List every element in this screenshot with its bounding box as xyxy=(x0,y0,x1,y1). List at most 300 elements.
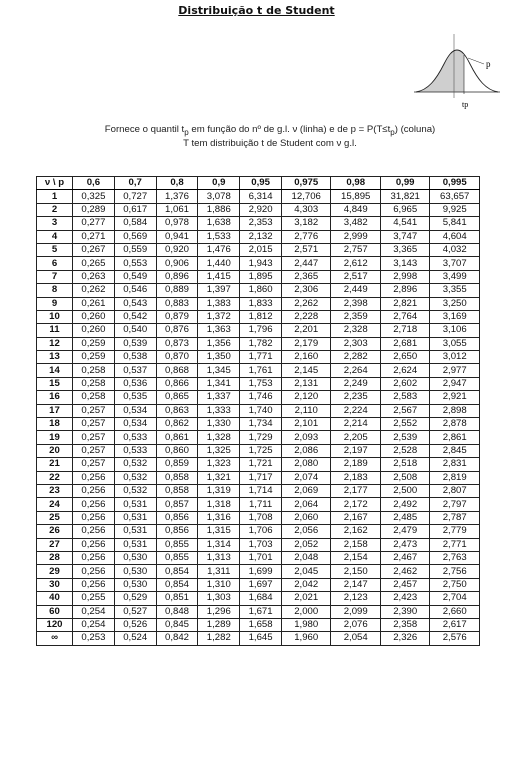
quantile-cell: 0,845 xyxy=(156,618,198,631)
quantile-cell: 2,449 xyxy=(331,284,380,297)
row-header-nu: 18 xyxy=(37,418,73,431)
quantile-cell: 1,383 xyxy=(198,297,240,310)
quantile-cell: 2,358 xyxy=(380,618,429,631)
row-header-nu: 16 xyxy=(37,391,73,404)
table-row xyxy=(37,297,480,310)
quantile-cell: 1,313 xyxy=(198,551,240,564)
table-row xyxy=(37,458,480,471)
row-header-nu: 27 xyxy=(37,538,73,551)
quantile-cell: 5,841 xyxy=(430,217,480,230)
table-row xyxy=(37,538,480,551)
quantile-cell: 2,365 xyxy=(281,270,330,283)
quantile-cell: 2,920 xyxy=(240,203,282,216)
table-row xyxy=(37,418,480,431)
quantile-cell: 2,492 xyxy=(380,498,429,511)
quantile-cell: 1,782 xyxy=(240,337,282,350)
table-row xyxy=(37,618,480,631)
quantile-cell: 0,536 xyxy=(114,377,156,390)
row-header-nu: 8 xyxy=(37,284,73,297)
quantile-cell: 0,978 xyxy=(156,217,198,230)
student-t-table xyxy=(36,176,480,646)
quantile-cell: 0,941 xyxy=(156,230,198,243)
quantile-cell: 2,750 xyxy=(430,578,480,591)
quantile-cell: 0,526 xyxy=(114,618,156,631)
quantile-cell: 0,549 xyxy=(114,270,156,283)
quantile-cell: 0,271 xyxy=(73,230,115,243)
quantile-cell: 2,479 xyxy=(380,525,429,538)
quantile-cell: 1,372 xyxy=(198,310,240,323)
quantile-cell: 2,776 xyxy=(281,230,330,243)
quantile-cell: 2,021 xyxy=(281,592,330,605)
row-header-nu: 1 xyxy=(37,190,73,203)
quantile-cell: 2,179 xyxy=(281,337,330,350)
quantile-cell: 0,534 xyxy=(114,404,156,417)
quantile-cell: 3,106 xyxy=(430,324,480,337)
quantile-cell: 2,158 xyxy=(331,538,380,551)
table-row xyxy=(37,337,480,350)
quantile-cell: 0,537 xyxy=(114,364,156,377)
quantile-cell: 1,658 xyxy=(240,618,282,631)
quantile-cell: 0,866 xyxy=(156,377,198,390)
row-header-nu: 21 xyxy=(37,458,73,471)
quantile-cell: 2,896 xyxy=(380,284,429,297)
quantile-cell: 2,567 xyxy=(380,404,429,417)
column-header-p: 0,6 xyxy=(73,177,115,190)
quantile-cell: 0,253 xyxy=(73,632,115,645)
table-row xyxy=(37,578,480,591)
p-pointer xyxy=(468,58,484,64)
quantile-cell: 1,397 xyxy=(198,284,240,297)
quantile-cell: 0,259 xyxy=(73,351,115,364)
quantile-cell: 0,254 xyxy=(73,618,115,631)
row-header-nu: 30 xyxy=(37,578,73,591)
quantile-cell: 2,328 xyxy=(331,324,380,337)
quantile-cell: 0,533 xyxy=(114,444,156,457)
quantile-cell: 1,310 xyxy=(198,578,240,591)
quantile-cell: 0,530 xyxy=(114,578,156,591)
quantile-cell: 0,855 xyxy=(156,551,198,564)
table-row xyxy=(37,203,480,216)
table-row xyxy=(37,632,480,645)
quantile-cell: 2,779 xyxy=(430,525,480,538)
quantile-cell: 0,533 xyxy=(114,431,156,444)
quantile-cell: 2,249 xyxy=(331,377,380,390)
label-tp: tp xyxy=(462,100,469,109)
quantile-cell: 2,861 xyxy=(430,431,480,444)
table-row xyxy=(37,391,480,404)
table-row xyxy=(37,444,480,457)
quantile-cell: 0,534 xyxy=(114,418,156,431)
quantile-cell: 0,863 xyxy=(156,404,198,417)
quantile-cell: 1,714 xyxy=(240,484,282,497)
quantile-cell: 0,256 xyxy=(73,538,115,551)
quantile-cell: 0,569 xyxy=(114,230,156,243)
quantile-cell: 3,143 xyxy=(380,257,429,270)
quantile-cell: 3,250 xyxy=(430,297,480,310)
quantile-cell: 0,263 xyxy=(73,270,115,283)
quantile-cell: 0,257 xyxy=(73,431,115,444)
quantile-cell: 1,708 xyxy=(240,511,282,524)
quantile-cell: 0,617 xyxy=(114,203,156,216)
column-header-p: 0,975 xyxy=(281,177,330,190)
quantile-cell: 2,000 xyxy=(281,605,330,618)
quantile-cell: 2,131 xyxy=(281,377,330,390)
quantile-cell: 2,060 xyxy=(281,511,330,524)
quantile-cell: 0,260 xyxy=(73,324,115,337)
table-row xyxy=(37,498,480,511)
quantile-cell: 0,546 xyxy=(114,284,156,297)
quantile-cell: 2,228 xyxy=(281,310,330,323)
quantile-cell: 1,860 xyxy=(240,284,282,297)
quantile-cell: 1,740 xyxy=(240,404,282,417)
row-header-nu: 2 xyxy=(37,203,73,216)
quantile-cell: 2,015 xyxy=(240,243,282,256)
quantile-cell: 3,355 xyxy=(430,284,480,297)
quantile-cell: 3,078 xyxy=(198,190,240,203)
quantile-cell: 1,289 xyxy=(198,618,240,631)
quantile-cell: 2,162 xyxy=(331,525,380,538)
quantile-cell: 2,160 xyxy=(281,351,330,364)
quantile-cell: 2,042 xyxy=(281,578,330,591)
row-header-nu: 12 xyxy=(37,337,73,350)
quantile-cell: 0,539 xyxy=(114,337,156,350)
quantile-cell: 3,499 xyxy=(430,270,480,283)
quantile-cell: 1,328 xyxy=(198,431,240,444)
quantile-cell: 2,201 xyxy=(281,324,330,337)
quantile-cell: 0,858 xyxy=(156,484,198,497)
quantile-cell: 0,553 xyxy=(114,257,156,270)
quantile-cell: 2,398 xyxy=(331,297,380,310)
quantile-cell: 2,306 xyxy=(281,284,330,297)
table-row xyxy=(37,377,480,390)
quantile-cell: 0,531 xyxy=(114,498,156,511)
quantile-cell: 0,257 xyxy=(73,418,115,431)
quantile-cell: 1,341 xyxy=(198,377,240,390)
row-header-nu: 25 xyxy=(37,511,73,524)
quantile-cell: 0,267 xyxy=(73,243,115,256)
quantile-cell: 0,531 xyxy=(114,511,156,524)
quantile-cell: 3,482 xyxy=(331,217,380,230)
quantile-cell: 1,753 xyxy=(240,377,282,390)
table-row xyxy=(37,284,480,297)
page-title-text: Distribuição t de Student xyxy=(178,4,335,17)
quantile-cell: 2,467 xyxy=(380,551,429,564)
table-row xyxy=(37,190,480,203)
quantile-cell: 2,147 xyxy=(331,578,380,591)
quantile-cell: 1,323 xyxy=(198,458,240,471)
row-header-nu: 20 xyxy=(37,444,73,457)
quantile-cell: 2,183 xyxy=(331,471,380,484)
quantile-cell: 2,998 xyxy=(380,270,429,283)
table-row xyxy=(37,471,480,484)
quantile-cell: 1,671 xyxy=(240,605,282,618)
quantile-cell: 0,868 xyxy=(156,364,198,377)
quantile-cell: 0,255 xyxy=(73,592,115,605)
quantile-cell: 0,256 xyxy=(73,471,115,484)
quantile-cell: 2,172 xyxy=(331,498,380,511)
corner-header: ν \ p xyxy=(37,177,73,190)
quantile-cell: 0,870 xyxy=(156,351,198,364)
row-header-nu: 29 xyxy=(37,565,73,578)
quantile-cell: 2,660 xyxy=(430,605,480,618)
quantile-cell: 6,314 xyxy=(240,190,282,203)
quantile-cell: 1,886 xyxy=(198,203,240,216)
quantile-cell: 1,796 xyxy=(240,324,282,337)
quantile-cell: 2,787 xyxy=(430,511,480,524)
quantile-cell: 0,584 xyxy=(114,217,156,230)
quantile-cell: 0,531 xyxy=(114,538,156,551)
quantile-cell: 2,099 xyxy=(331,605,380,618)
quantile-cell: 0,325 xyxy=(73,190,115,203)
quantile-cell: 2,167 xyxy=(331,511,380,524)
quantile-cell: 1,296 xyxy=(198,605,240,618)
quantile-cell: 0,265 xyxy=(73,257,115,270)
quantile-cell: 0,857 xyxy=(156,498,198,511)
quantile-cell: 2,528 xyxy=(380,444,429,457)
quantile-cell: 1,319 xyxy=(198,484,240,497)
quantile-cell: 0,856 xyxy=(156,525,198,538)
quantile-cell: 3,055 xyxy=(430,337,480,350)
row-header-nu: 5 xyxy=(37,243,73,256)
quantile-cell: 2,764 xyxy=(380,310,429,323)
table-row xyxy=(37,243,480,256)
quantile-cell: 2,977 xyxy=(430,364,480,377)
quantile-cell: 2,999 xyxy=(331,230,380,243)
quantile-cell: 0,920 xyxy=(156,243,198,256)
quantile-cell: 1,701 xyxy=(240,551,282,564)
quantile-cell: 0,256 xyxy=(73,578,115,591)
quantile-cell: 0,532 xyxy=(114,484,156,497)
quantile-cell: 0,865 xyxy=(156,391,198,404)
column-header-p: 0,9 xyxy=(198,177,240,190)
row-header-nu: 120 xyxy=(37,618,73,631)
quantile-cell: 2,624 xyxy=(380,364,429,377)
table-row xyxy=(37,605,480,618)
table-row xyxy=(37,484,480,497)
quantile-cell: 2,462 xyxy=(380,565,429,578)
quantile-cell: 2,921 xyxy=(430,391,480,404)
quantile-cell: 1,350 xyxy=(198,351,240,364)
t-distribution-figure xyxy=(412,30,502,110)
quantile-cell: 0,524 xyxy=(114,632,156,645)
quantile-cell: 0,540 xyxy=(114,324,156,337)
quantile-cell: 0,861 xyxy=(156,431,198,444)
quantile-cell: 1,315 xyxy=(198,525,240,538)
quantile-cell: 2,576 xyxy=(430,632,480,645)
quantile-cell: 0,527 xyxy=(114,605,156,618)
quantile-cell: 2,485 xyxy=(380,511,429,524)
quantile-cell: 0,860 xyxy=(156,444,198,457)
quantile-cell: 1,699 xyxy=(240,565,282,578)
quantile-cell: 2,145 xyxy=(281,364,330,377)
quantile-cell: 1,721 xyxy=(240,458,282,471)
row-header-nu: 23 xyxy=(37,484,73,497)
quantile-cell: 2,353 xyxy=(240,217,282,230)
column-header-p: 0,8 xyxy=(156,177,198,190)
quantile-cell: 0,531 xyxy=(114,525,156,538)
quantile-cell: 12,706 xyxy=(281,190,330,203)
quantile-cell: 0,532 xyxy=(114,471,156,484)
quantile-cell: 0,883 xyxy=(156,297,198,310)
quantile-cell: 2,110 xyxy=(281,404,330,417)
quantile-cell: 0,262 xyxy=(73,284,115,297)
quantile-cell: 0,842 xyxy=(156,632,198,645)
quantile-cell: 2,819 xyxy=(430,471,480,484)
quantile-cell: 0,848 xyxy=(156,605,198,618)
quantile-cell: 2,602 xyxy=(380,377,429,390)
quantile-cell: 2,052 xyxy=(281,538,330,551)
quantile-cell: 0,855 xyxy=(156,538,198,551)
quantile-cell: 4,032 xyxy=(430,243,480,256)
quantile-cell: 1,337 xyxy=(198,391,240,404)
quantile-cell: 4,303 xyxy=(281,203,330,216)
quantile-cell: 0,257 xyxy=(73,404,115,417)
quantile-cell: 0,257 xyxy=(73,444,115,457)
quantile-cell: 1,638 xyxy=(198,217,240,230)
quantile-cell: 2,821 xyxy=(380,297,429,310)
quantile-cell: 2,650 xyxy=(380,351,429,364)
table-row xyxy=(37,404,480,417)
column-header-p: 0,95 xyxy=(240,177,282,190)
quantile-cell: 0,259 xyxy=(73,337,115,350)
quantile-cell: 1,314 xyxy=(198,538,240,551)
quantile-cell: 2,056 xyxy=(281,525,330,538)
column-header-p: 0,7 xyxy=(114,177,156,190)
quantile-cell: 2,552 xyxy=(380,418,429,431)
quantile-cell: 2,235 xyxy=(331,391,380,404)
quantile-cell: 0,854 xyxy=(156,578,198,591)
quantile-cell: 1,729 xyxy=(240,431,282,444)
quantile-cell: 6,965 xyxy=(380,203,429,216)
quantile-cell: 0,256 xyxy=(73,525,115,538)
quantile-cell: 2,947 xyxy=(430,377,480,390)
quantile-cell: 0,532 xyxy=(114,458,156,471)
quantile-cell: 0,261 xyxy=(73,297,115,310)
row-header-nu: 24 xyxy=(37,498,73,511)
row-header-nu: 17 xyxy=(37,404,73,417)
quantile-cell: 1,943 xyxy=(240,257,282,270)
quantile-cell: 1,325 xyxy=(198,444,240,457)
quantile-cell: 1,318 xyxy=(198,498,240,511)
page-title xyxy=(0,4,513,17)
table-row xyxy=(37,551,480,564)
quantile-cell: 2,500 xyxy=(380,484,429,497)
quantile-cell: 2,054 xyxy=(331,632,380,645)
table-row xyxy=(37,592,480,605)
quantile-cell: 1,895 xyxy=(240,270,282,283)
quantile-cell: 0,862 xyxy=(156,418,198,431)
quantile-cell: 0,256 xyxy=(73,484,115,497)
quantile-cell: 1,697 xyxy=(240,578,282,591)
quantile-cell: 15,895 xyxy=(331,190,380,203)
quantile-cell: 2,093 xyxy=(281,431,330,444)
quantile-cell: 0,258 xyxy=(73,364,115,377)
quantile-cell: 0,889 xyxy=(156,284,198,297)
quantile-cell: 0,854 xyxy=(156,565,198,578)
quantile-cell: 2,045 xyxy=(281,565,330,578)
table-row xyxy=(37,431,480,444)
quantile-cell: 2,150 xyxy=(331,565,380,578)
quantile-cell: 1,812 xyxy=(240,310,282,323)
quantile-cell: 0,258 xyxy=(73,391,115,404)
table-row xyxy=(37,565,480,578)
quantile-cell: 0,529 xyxy=(114,592,156,605)
quantile-cell: 2,571 xyxy=(281,243,330,256)
quantile-cell: 2,539 xyxy=(380,431,429,444)
row-header-nu: 28 xyxy=(37,551,73,564)
quantile-cell: 31,821 xyxy=(380,190,429,203)
quantile-cell: 0,879 xyxy=(156,310,198,323)
quantile-cell: 2,423 xyxy=(380,592,429,605)
quantile-cell: 2,359 xyxy=(331,310,380,323)
quantile-cell: 2,771 xyxy=(430,538,480,551)
quantile-cell: 0,851 xyxy=(156,592,198,605)
quantile-cell: 2,797 xyxy=(430,498,480,511)
quantile-cell: 0,559 xyxy=(114,243,156,256)
table-row xyxy=(37,324,480,337)
quantile-cell: 1,533 xyxy=(198,230,240,243)
quantile-cell: 2,831 xyxy=(430,458,480,471)
quantile-cell: 2,583 xyxy=(380,391,429,404)
quantile-cell: 1,684 xyxy=(240,592,282,605)
quantile-cell: 1,746 xyxy=(240,391,282,404)
row-header-nu: 60 xyxy=(37,605,73,618)
quantile-cell: 0,289 xyxy=(73,203,115,216)
quantile-cell: 2,508 xyxy=(380,471,429,484)
quantile-cell: 1,311 xyxy=(198,565,240,578)
quantile-cell: 1,476 xyxy=(198,243,240,256)
quantile-cell: 0,256 xyxy=(73,551,115,564)
quantile-cell: 2,177 xyxy=(331,484,380,497)
column-header-p: 0,995 xyxy=(430,177,480,190)
quantile-cell: 3,012 xyxy=(430,351,480,364)
quantile-cell: 2,757 xyxy=(331,243,380,256)
quantile-cell: 2,048 xyxy=(281,551,330,564)
quantile-cell: 0,727 xyxy=(114,190,156,203)
quantile-cell: 2,189 xyxy=(331,458,380,471)
quantile-cell: 2,807 xyxy=(430,484,480,497)
quantile-cell: 2,303 xyxy=(331,337,380,350)
table-row xyxy=(37,525,480,538)
row-header-nu: 14 xyxy=(37,364,73,377)
quantile-cell: 1,333 xyxy=(198,404,240,417)
quantile-cell: 0,856 xyxy=(156,511,198,524)
quantile-cell: 0,260 xyxy=(73,310,115,323)
quantile-cell: 1,321 xyxy=(198,471,240,484)
quantile-cell: 2,457 xyxy=(380,578,429,591)
column-header-p: 0,99 xyxy=(380,177,429,190)
quantile-cell: 2,763 xyxy=(430,551,480,564)
table-header-row xyxy=(37,177,480,190)
quantile-cell: 0,858 xyxy=(156,471,198,484)
quantile-cell: 0,254 xyxy=(73,605,115,618)
quantile-cell: 1,725 xyxy=(240,444,282,457)
quantile-cell: 2,101 xyxy=(281,418,330,431)
quantile-cell: 2,205 xyxy=(331,431,380,444)
quantile-cell: 1,717 xyxy=(240,471,282,484)
quantile-cell: 2,756 xyxy=(430,565,480,578)
quantile-cell: 0,538 xyxy=(114,351,156,364)
quantile-cell: 0,258 xyxy=(73,377,115,390)
quantile-cell: 2,262 xyxy=(281,297,330,310)
quantile-cell: 2,704 xyxy=(430,592,480,605)
description-line-1: Fornece o quantil $t_p$ em função do nº de g.l. ν (linha) e de $p = P(T\le t_p)$ (coluna) xyxy=(104,124,436,137)
table-row xyxy=(37,511,480,524)
row-header-nu: 15 xyxy=(37,377,73,390)
description-line-2: T tem distribuição t de Student com ν g.l. xyxy=(183,137,357,149)
quantile-cell: 3,747 xyxy=(380,230,429,243)
quantile-cell: 2,120 xyxy=(281,391,330,404)
